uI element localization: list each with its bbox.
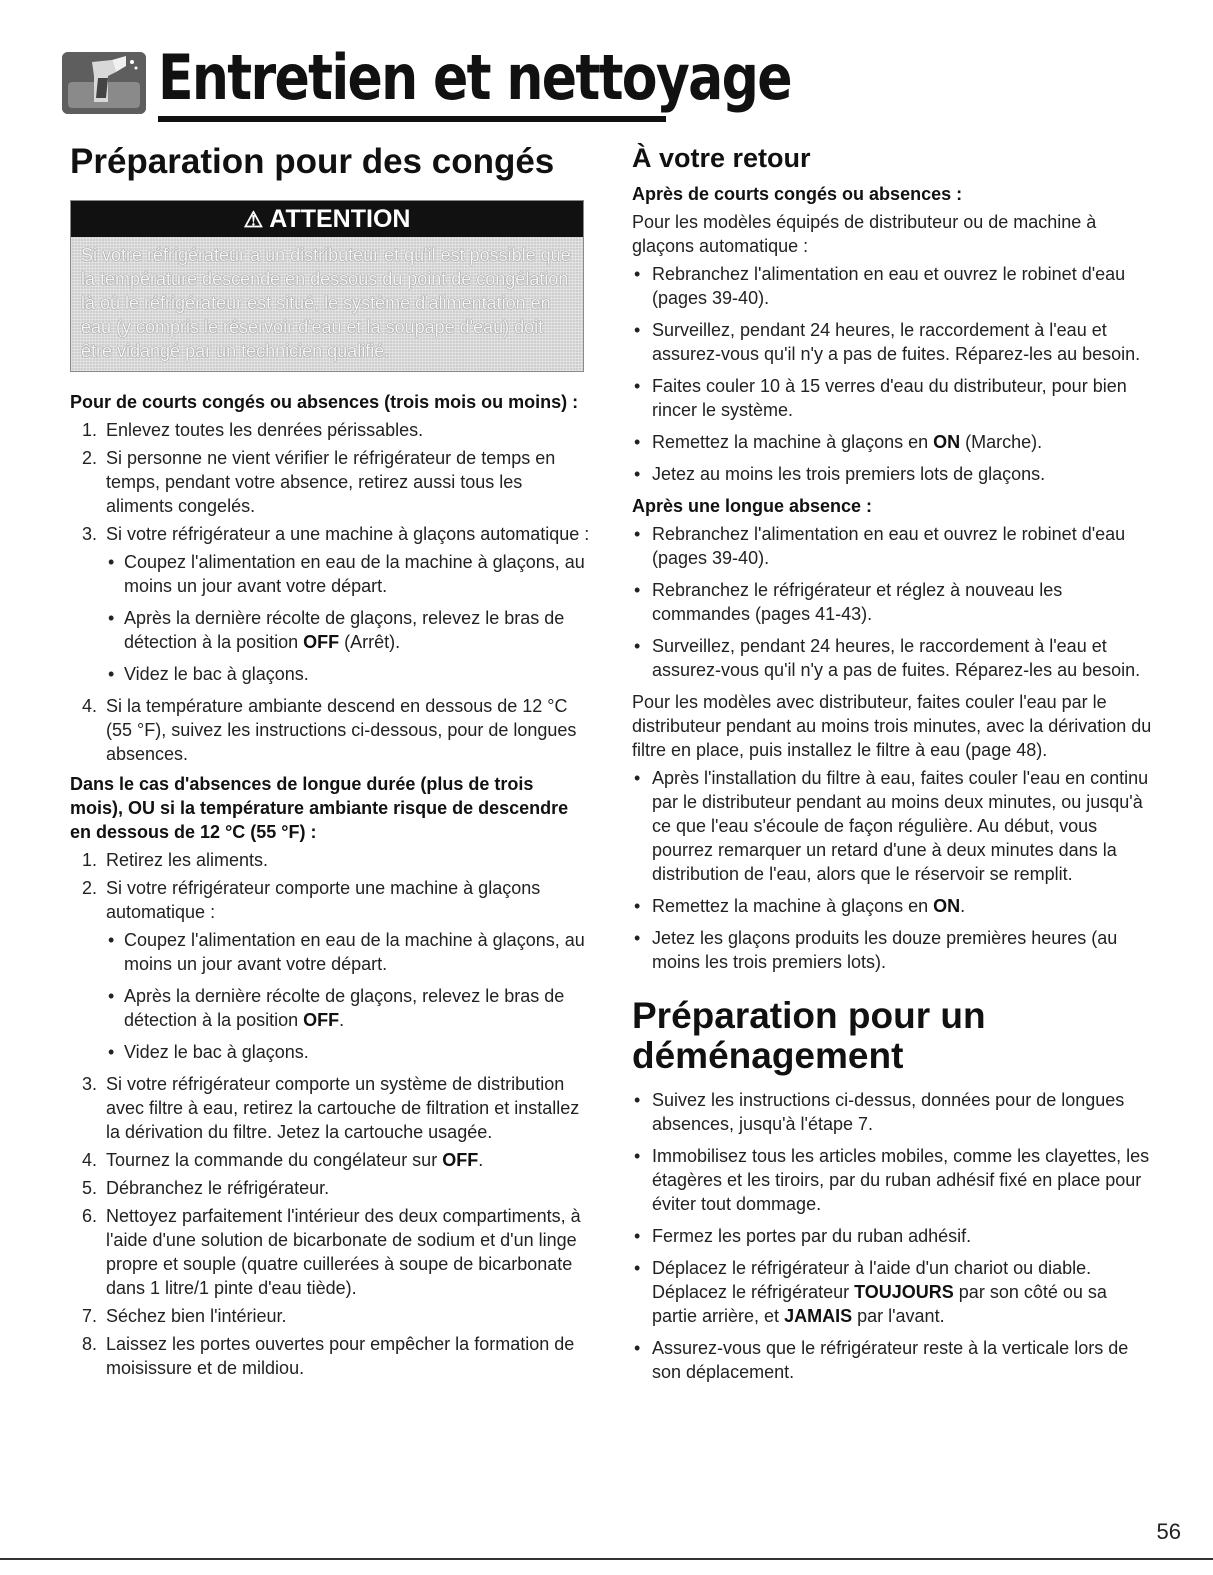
- list-item: • Videz le bac à glaçons.: [106, 1040, 590, 1064]
- list-item: • Immobilisez tous les articles mobiles, comme les clayettes, les étagères et les tiroirs, par du ruban adhésif fixé en place pour éviter tout dommage.: [632, 1144, 1152, 1216]
- ice-maker-sublist: [106, 928, 590, 1064]
- list-item: 6. Nettoyez parfaitement l'intérieur des deux compartiments, à l'aide d'une solution de bicarbonate de sodium et d'un linge propre et souple (quatre cuillerées à soupe de bicarbonate dans 1 litre/1 pinte d'eau tiède).: [82, 1206, 581, 1298]
- list-item: 2. Si personne ne vient vérifier le réfrigérateur de temps en temps, pendant votre absence, retirez aussi tous les aliments congelés.: [82, 448, 556, 516]
- list-item: • Faites couler 10 à 15 verres d'eau du distributeur, pour bien rincer le système.: [632, 374, 1152, 422]
- long-return-heading: Après une longue absence :: [632, 496, 873, 516]
- dispenser-paragraph: Pour les modèles avec distributeur, faites couler l'eau par le distributeur pendant au moins trois minutes, avec la dérivation du filtre en place, puis installez le filtre à eau (page 48).: [632, 692, 1152, 760]
- vacation-heading: Préparation pour des congés: [70, 142, 555, 181]
- list-item: • Coupez l'alimentation en eau de la machine à glaçons, au moins un jour avant votre départ.: [106, 928, 590, 976]
- warning-text: Si votre réfrigérateur a un distributeur et qu'il est possible que la température descende en dessous du point de congélation là où le réfrigérateur est situé, le système d'alimentation en eau (y compris le réservoir d'eau et la soupape d'eau) doit être vidangé par un technicien qualifié.: [71, 237, 583, 371]
- warning-header: [71, 201, 583, 237]
- list-item: • Rebranchez l'alimentation en eau et ouvrez le robinet d'eau (pages 39-40).: [632, 522, 1152, 570]
- list-item: • Déplacez le réfrigérateur à l'aide d'un chariot ou diable. Déplacez le réfrigérateur TOUJOURS par son côté ou sa partie arrière, et JAMAIS par l'avant.: [632, 1256, 1152, 1328]
- list-item: • Coupez l'alimentation en eau de la machine à glaçons, au moins un jour avant votre départ.: [106, 550, 590, 598]
- moving-list: [632, 1088, 1152, 1384]
- list-item: • Remettez la machine à glaçons en ON.: [632, 894, 1152, 918]
- list-item: 8. Laissez les portes ouvertes pour empêcher la formation de moisissure et de mildiou.: [82, 1334, 575, 1378]
- list-item: • Remettez la machine à glaçons en ON (Marche).: [632, 430, 1152, 454]
- warning-box: [70, 200, 584, 372]
- list-item: 4. Si la température ambiante descend en dessous de 12 °C (55 °F), suivez les instructions ci-dessous, pour de longues absences.: [82, 696, 577, 764]
- list-item: • Fermez les portes par du ruban adhésif.: [632, 1224, 1152, 1248]
- list-item: 1. Retirez les aliments.: [82, 850, 269, 870]
- long-absence-heading: Dans le cas d'absences de longue durée (plus de trois mois), OU si la température ambiante risque de descendre en dessous de 12 °C (55 °F) :: [70, 774, 569, 842]
- warning-triangle-icon: ⚠: [243, 207, 264, 232]
- long-absence-list: [70, 848, 590, 1380]
- cleaning-spray-icon: [62, 52, 146, 114]
- short-absence-heading: Pour de courts congés ou absences (trois mois ou moins) :: [70, 392, 579, 412]
- filter-list: [632, 766, 1152, 974]
- list-item: • Après l'installation du filtre à eau, faites couler l'eau en continu par le distributeur pendant au moins deux minutes, ou jusqu'à ce que l'eau s'écoule de façon régulière. Au début, vous pourrez remarquer un retard d'une à deux minutes dans la distribution de l'eau, alors que le réservoir se remplit.: [632, 766, 1152, 886]
- short-return-heading: Après de courts congés ou absences :: [632, 184, 963, 204]
- list-item: • Suivez les instructions ci-dessus, données pour de longues absences, jusqu'à l'étape 7.: [632, 1088, 1152, 1136]
- list-item: 7. Séchez bien l'intérieur.: [82, 1306, 287, 1326]
- return-heading: À votre retour: [632, 143, 811, 173]
- short-return-list: [632, 262, 1152, 486]
- page-header: [62, 40, 791, 122]
- title-underline: [158, 116, 666, 122]
- page-title: Entretien et nettoyage: [158, 41, 791, 114]
- list-item: • Après la dernière récolte de glaçons, relevez le bras de détection à la position OFF.: [106, 984, 590, 1032]
- list-item: • Après la dernière récolte de glaçons, relevez le bras de détection à la position OFF (Arrêt).: [106, 606, 590, 654]
- list-item: • Jetez au moins les trois premiers lots de glaçons.: [632, 462, 1152, 486]
- moving-heading: Préparation pour un déménagement: [632, 995, 986, 1076]
- warning-label: ATTENTION: [269, 205, 411, 233]
- list-item: • Videz le bac à glaçons.: [106, 662, 590, 686]
- short-return-intro: Pour les modèles équipés de distributeur ou de machine à glaçons automatique :: [632, 212, 1097, 256]
- list-item: 3. Si votre réfrigérateur comporte un système de distribution avec filtre à eau, retirez la cartouche de filtration et installez la dérivation du filtre. Jetez la cartouche usagée.: [82, 1074, 580, 1142]
- list-item: 5. Débranchez le réfrigérateur.: [82, 1178, 330, 1198]
- list-item: • Surveillez, pendant 24 heures, le raccordement à l'eau et assurez-vous qu'il n'y a pas de fuites. Réparez-les au besoin.: [632, 318, 1152, 366]
- right-column: [632, 142, 1152, 1392]
- long-return-list: [632, 522, 1152, 682]
- list-item: • Surveillez, pendant 24 heures, le raccordement à l'eau et assurez-vous qu'il n'y a pas de fuites. Réparez-les au besoin.: [632, 634, 1152, 682]
- list-item: 4. Tournez la commande du congélateur sur OFF.: [82, 1150, 484, 1170]
- list-item: 3. Si votre réfrigérateur a une machine à glaçons automatique : • Coupez l'alimentation en eau de la machine à glaçons, au moins un jour avant votre départ. • Après la dernière récolte de glaçons, relevez le bras de détection à la position OFF (Arrêt). • Videz le bac à glaçons.: [70, 522, 590, 686]
- list-item: • Jetez les glaçons produits les douze premières heures (au moins les trois premiers lots).: [632, 926, 1152, 974]
- list-item: • Rebranchez le réfrigérateur et réglez à nouveau les commandes (pages 41-43).: [632, 578, 1152, 626]
- short-absence-list: [70, 418, 590, 766]
- page-number: 56: [1156, 1519, 1181, 1544]
- list-item: 2. Si votre réfrigérateur comporte une machine à glaçons automatique : • Coupez l'alimentation en eau de la machine à glaçons, au moins un jour avant votre départ. • Après la dernière récolte de glaçons, relevez le bras de détection à la position OFF. • Videz le bac à glaçons.: [70, 876, 590, 1064]
- footer-rule: [0, 1558, 1213, 1560]
- list-item: • Assurez-vous que le réfrigérateur reste à la verticale lors de son déplacement.: [632, 1336, 1152, 1384]
- ice-maker-sublist: [106, 550, 590, 686]
- list-item: 1. Enlevez toutes les denrées périssables.: [82, 420, 424, 440]
- list-item: • Rebranchez l'alimentation en eau et ouvrez le robinet d'eau (pages 39-40).: [632, 262, 1152, 310]
- left-column: [70, 142, 590, 1386]
